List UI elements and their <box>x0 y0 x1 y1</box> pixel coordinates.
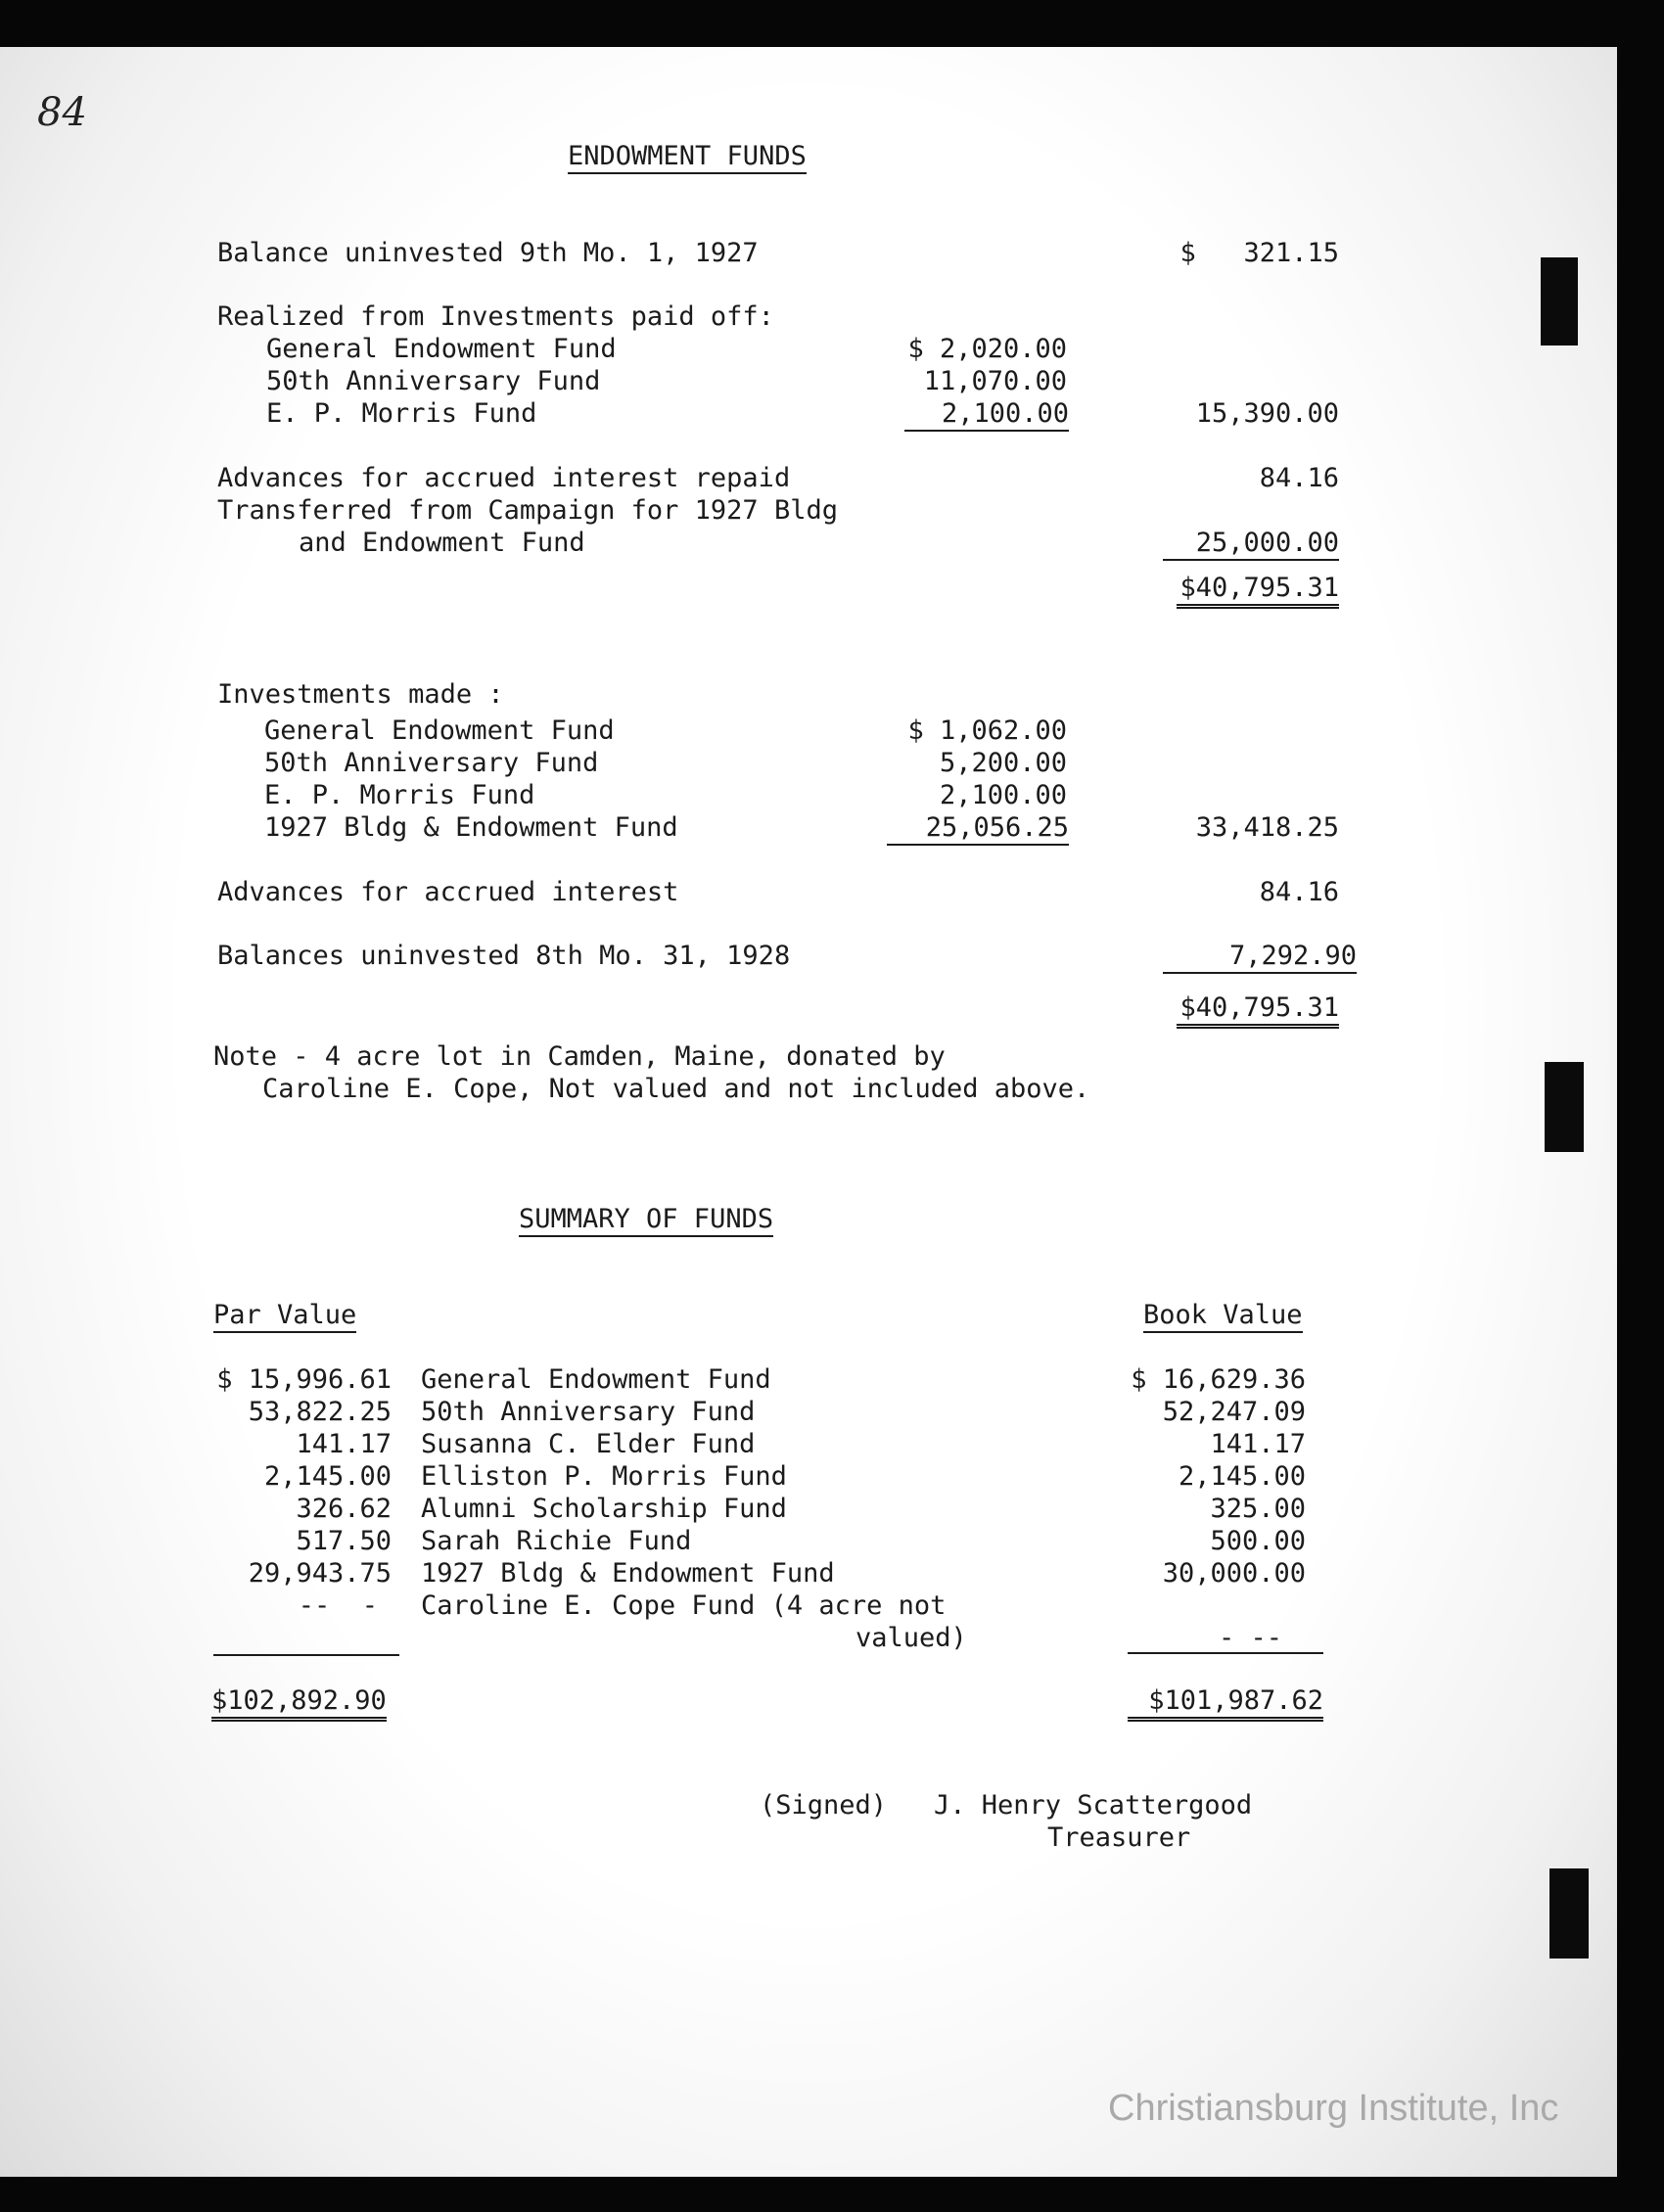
balance-amount: $ 321.15 <box>1179 238 1339 268</box>
balance-end-label: Balances uninvested 8th Mo. 31, 1928 <box>217 941 791 971</box>
scan-marker <box>1545 1062 1584 1152</box>
par-total: $102,892.90 <box>211 1685 387 1722</box>
summary-book-value: 500.00 <box>1210 1526 1306 1556</box>
summary-par-value: 141.17 <box>296 1429 392 1459</box>
realized-item-amount: $ 2,020.00 <box>907 334 1067 364</box>
summary-fund-name: Elliston P. Morris Fund <box>421 1461 787 1492</box>
summary-book-value: 2,145.00 <box>1178 1461 1306 1492</box>
balance-label: Balance uninvested 9th Mo. 1, 1927 <box>217 238 759 268</box>
summary-book-value: $ 16,629.36 <box>1131 1364 1306 1395</box>
realized-item-label: E. P. Morris Fund <box>266 398 537 429</box>
book-total: $101,987.62 <box>1128 1685 1323 1722</box>
scan-marker <box>1549 1868 1589 1959</box>
cope-fund-name-cont: valued) <box>855 1623 967 1653</box>
summary-par-value: 29,943.75 <box>248 1558 392 1589</box>
summary-book-value: 30,000.00 <box>1162 1558 1306 1589</box>
signatory-title: Treasurer <box>1047 1822 1191 1853</box>
summary-title: SUMMARY OF FUNDS <box>519 1204 773 1237</box>
investments-total: 33,418.25 <box>1195 812 1339 843</box>
summary-fund-name: Sarah Richie Fund <box>421 1526 692 1556</box>
investment-item-amount: 5,200.00 <box>939 748 1067 778</box>
investments-heading: Investments made : <box>217 679 504 710</box>
summary-fund-name: 1927 Bldg & Endowment Fund <box>421 1558 835 1589</box>
investment-item-amount: 25,056.25 <box>887 812 1069 846</box>
summary-fund-name: General Endowment Fund <box>421 1364 771 1395</box>
investment-item-label: 50th Anniversary Fund <box>264 748 599 778</box>
cope-fund-name: Caroline E. Cope Fund (4 acre not <box>421 1590 947 1621</box>
advances-accrued-amount: 84.16 <box>1259 877 1339 907</box>
advances-repaid-amount: 84.16 <box>1259 463 1339 493</box>
transfer-amount: 25,000.00 <box>1163 528 1339 561</box>
summary-par-value: 2,145.00 <box>263 1461 392 1492</box>
summary-book-value: 325.00 <box>1210 1494 1306 1524</box>
par-rule <box>213 1654 399 1656</box>
realized-item-label: General Endowment Fund <box>266 334 617 364</box>
scan-marker <box>1541 257 1578 346</box>
balance-end-amount: 7,292.90 <box>1163 941 1357 974</box>
summary-book-value: 141.17 <box>1210 1429 1306 1459</box>
realized-heading: Realized from Investments paid off: <box>217 301 774 332</box>
realized-total: 15,390.00 <box>1195 398 1339 429</box>
advances-repaid-label: Advances for accrued interest repaid <box>217 463 791 493</box>
signed-label: (Signed) <box>760 1790 888 1820</box>
realized-item-amount: 2,100.00 <box>904 398 1069 432</box>
investment-item-label: General Endowment Fund <box>264 715 615 746</box>
receipts-total: $40,795.31 <box>1177 573 1339 609</box>
transfer-label: Transferred from Campaign for 1927 Bldg <box>217 495 838 526</box>
realized-item-label: 50th Anniversary Fund <box>266 366 601 396</box>
realized-item-amount: 11,070.00 <box>923 366 1067 396</box>
book-value-header: Book Value <box>1143 1300 1303 1333</box>
par-value-header: Par Value <box>213 1300 356 1333</box>
investment-item-amount: 2,100.00 <box>939 780 1067 810</box>
summary-par-value: $ 15,996.61 <box>216 1364 392 1395</box>
note-line: Caroline E. Cope, Not valued and not included above. <box>262 1074 1090 1104</box>
transfer-label-cont: and Endowment Fund <box>299 528 585 558</box>
advances-accrued-label: Advances for accrued interest <box>217 877 679 907</box>
watermark: Christiansburg Institute, Inc <box>1108 2088 1559 2129</box>
summary-fund-name: Susanna C. Elder Fund <box>421 1429 756 1459</box>
note-line: Note - 4 acre lot in Camden, Maine, donated by <box>213 1041 946 1072</box>
book-rule <box>1128 1652 1323 1654</box>
document-page <box>0 47 1617 2177</box>
cope-par-value: -- - <box>298 1590 378 1621</box>
summary-par-value: 326.62 <box>296 1494 392 1524</box>
summary-par-value: 53,822.25 <box>248 1397 392 1427</box>
investment-item-label: E. P. Morris Fund <box>264 780 535 810</box>
handwritten-page-number: 84 <box>37 90 87 135</box>
disbursements-total: $40,795.31 <box>1177 992 1339 1029</box>
page-title: ENDOWMENT FUNDS <box>568 141 807 174</box>
summary-book-value: 52,247.09 <box>1162 1397 1306 1427</box>
signatory-name: J. Henry Scattergood <box>934 1790 1253 1820</box>
summary-fund-name: Alumni Scholarship Fund <box>421 1494 787 1524</box>
investment-item-label: 1927 Bldg & Endowment Fund <box>264 812 678 843</box>
cope-book-value: - -- <box>1218 1623 1282 1653</box>
summary-par-value: 517.50 <box>296 1526 392 1556</box>
investment-item-amount: $ 1,062.00 <box>907 715 1067 746</box>
summary-fund-name: 50th Anniversary Fund <box>421 1397 756 1427</box>
